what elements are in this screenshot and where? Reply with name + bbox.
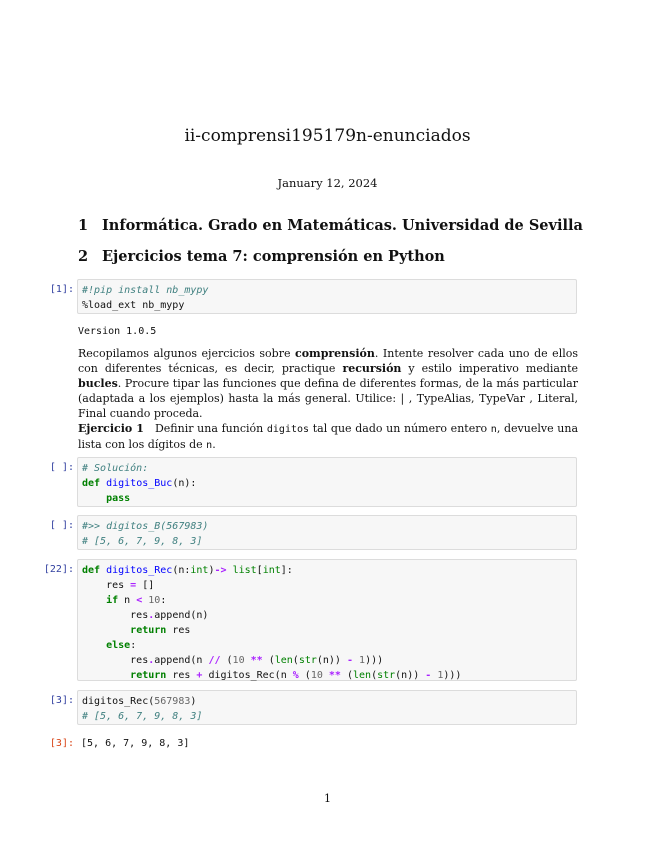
code-line: #>> digitos_B(567983) [82,521,209,532]
output-prompt: [3]: [49,738,74,749]
cell-output: Version 1.0.5 [78,326,157,337]
section-number: 1 [78,217,89,234]
code-cell[interactable]: # Solución: def digitos_Buc(n): pass [77,457,577,507]
section-title: Informática. Grado en Matemáticas. Universidad de Sevilla [102,217,583,234]
cell-prompt: [1]: [49,284,74,295]
exercise-label: Ejercicio 1 [78,422,144,435]
exercise-statement: Ejercicio 1 Definir una función digitos tal que dado un número entero n, devuelve una lista con los dígitos de n. [78,422,578,451]
code-line: # [5, 6, 7, 9, 8, 3] [82,536,203,547]
intro-paragraph: Recopilamos algunos ejercicios sobre comprensión. Intente resolver cada uno de ellos con diferentes técnicas, es decir, practique recursión y estilo imperativo mediante bucles. Procure tipar las funciones que defina de diferentes formas, de la más particular (adaptada a los ejemplos) hasta la más general. Utilice: | , TypeAlias, TypeVar , Literal, Final cuando proceda. [78,347,578,420]
cell-prompt: [ ]: [49,462,74,473]
cell-prompt: [ ]: [49,520,74,531]
page-number: 1 [324,792,331,805]
section-heading-2 [78,248,445,265]
section-heading-1 [78,217,583,234]
section-number: 2 [78,248,89,265]
cell-prompt: [22]: [43,564,74,575]
document-title: ii-comprensi195179n-enunciados [184,126,471,146]
cell-output: [5, 6, 7, 9, 8, 3] [81,738,190,749]
code-line: #!pip install nb_mypy [82,285,209,296]
code-cell[interactable]: digitos_Rec(567983) # [5, 6, 7, 9, 8, 3] [77,690,577,725]
code-cell[interactable] [77,515,577,550]
code-line: # Solución: [82,463,149,474]
code-line: %load_ext nb_mypy [82,300,185,311]
code-cell[interactable] [77,279,577,314]
code-line: # [5, 6, 7, 9, 8, 3] [82,711,203,722]
document-date: January 12, 2024 [277,176,378,190]
code-cell[interactable]: def digitos_Rec(n:int)-> list[int]: res = [] if n < 10: res.append(n) return res else: res.append(n // (10 ** (len(str(n)) - 1))) return res + digitos_Rec(n % (10 ** (len(str(n)) - 1))) [77,559,577,681]
section-title: Ejercicios tema 7: comprensión en Python [102,248,445,265]
cell-prompt: [3]: [49,695,74,706]
